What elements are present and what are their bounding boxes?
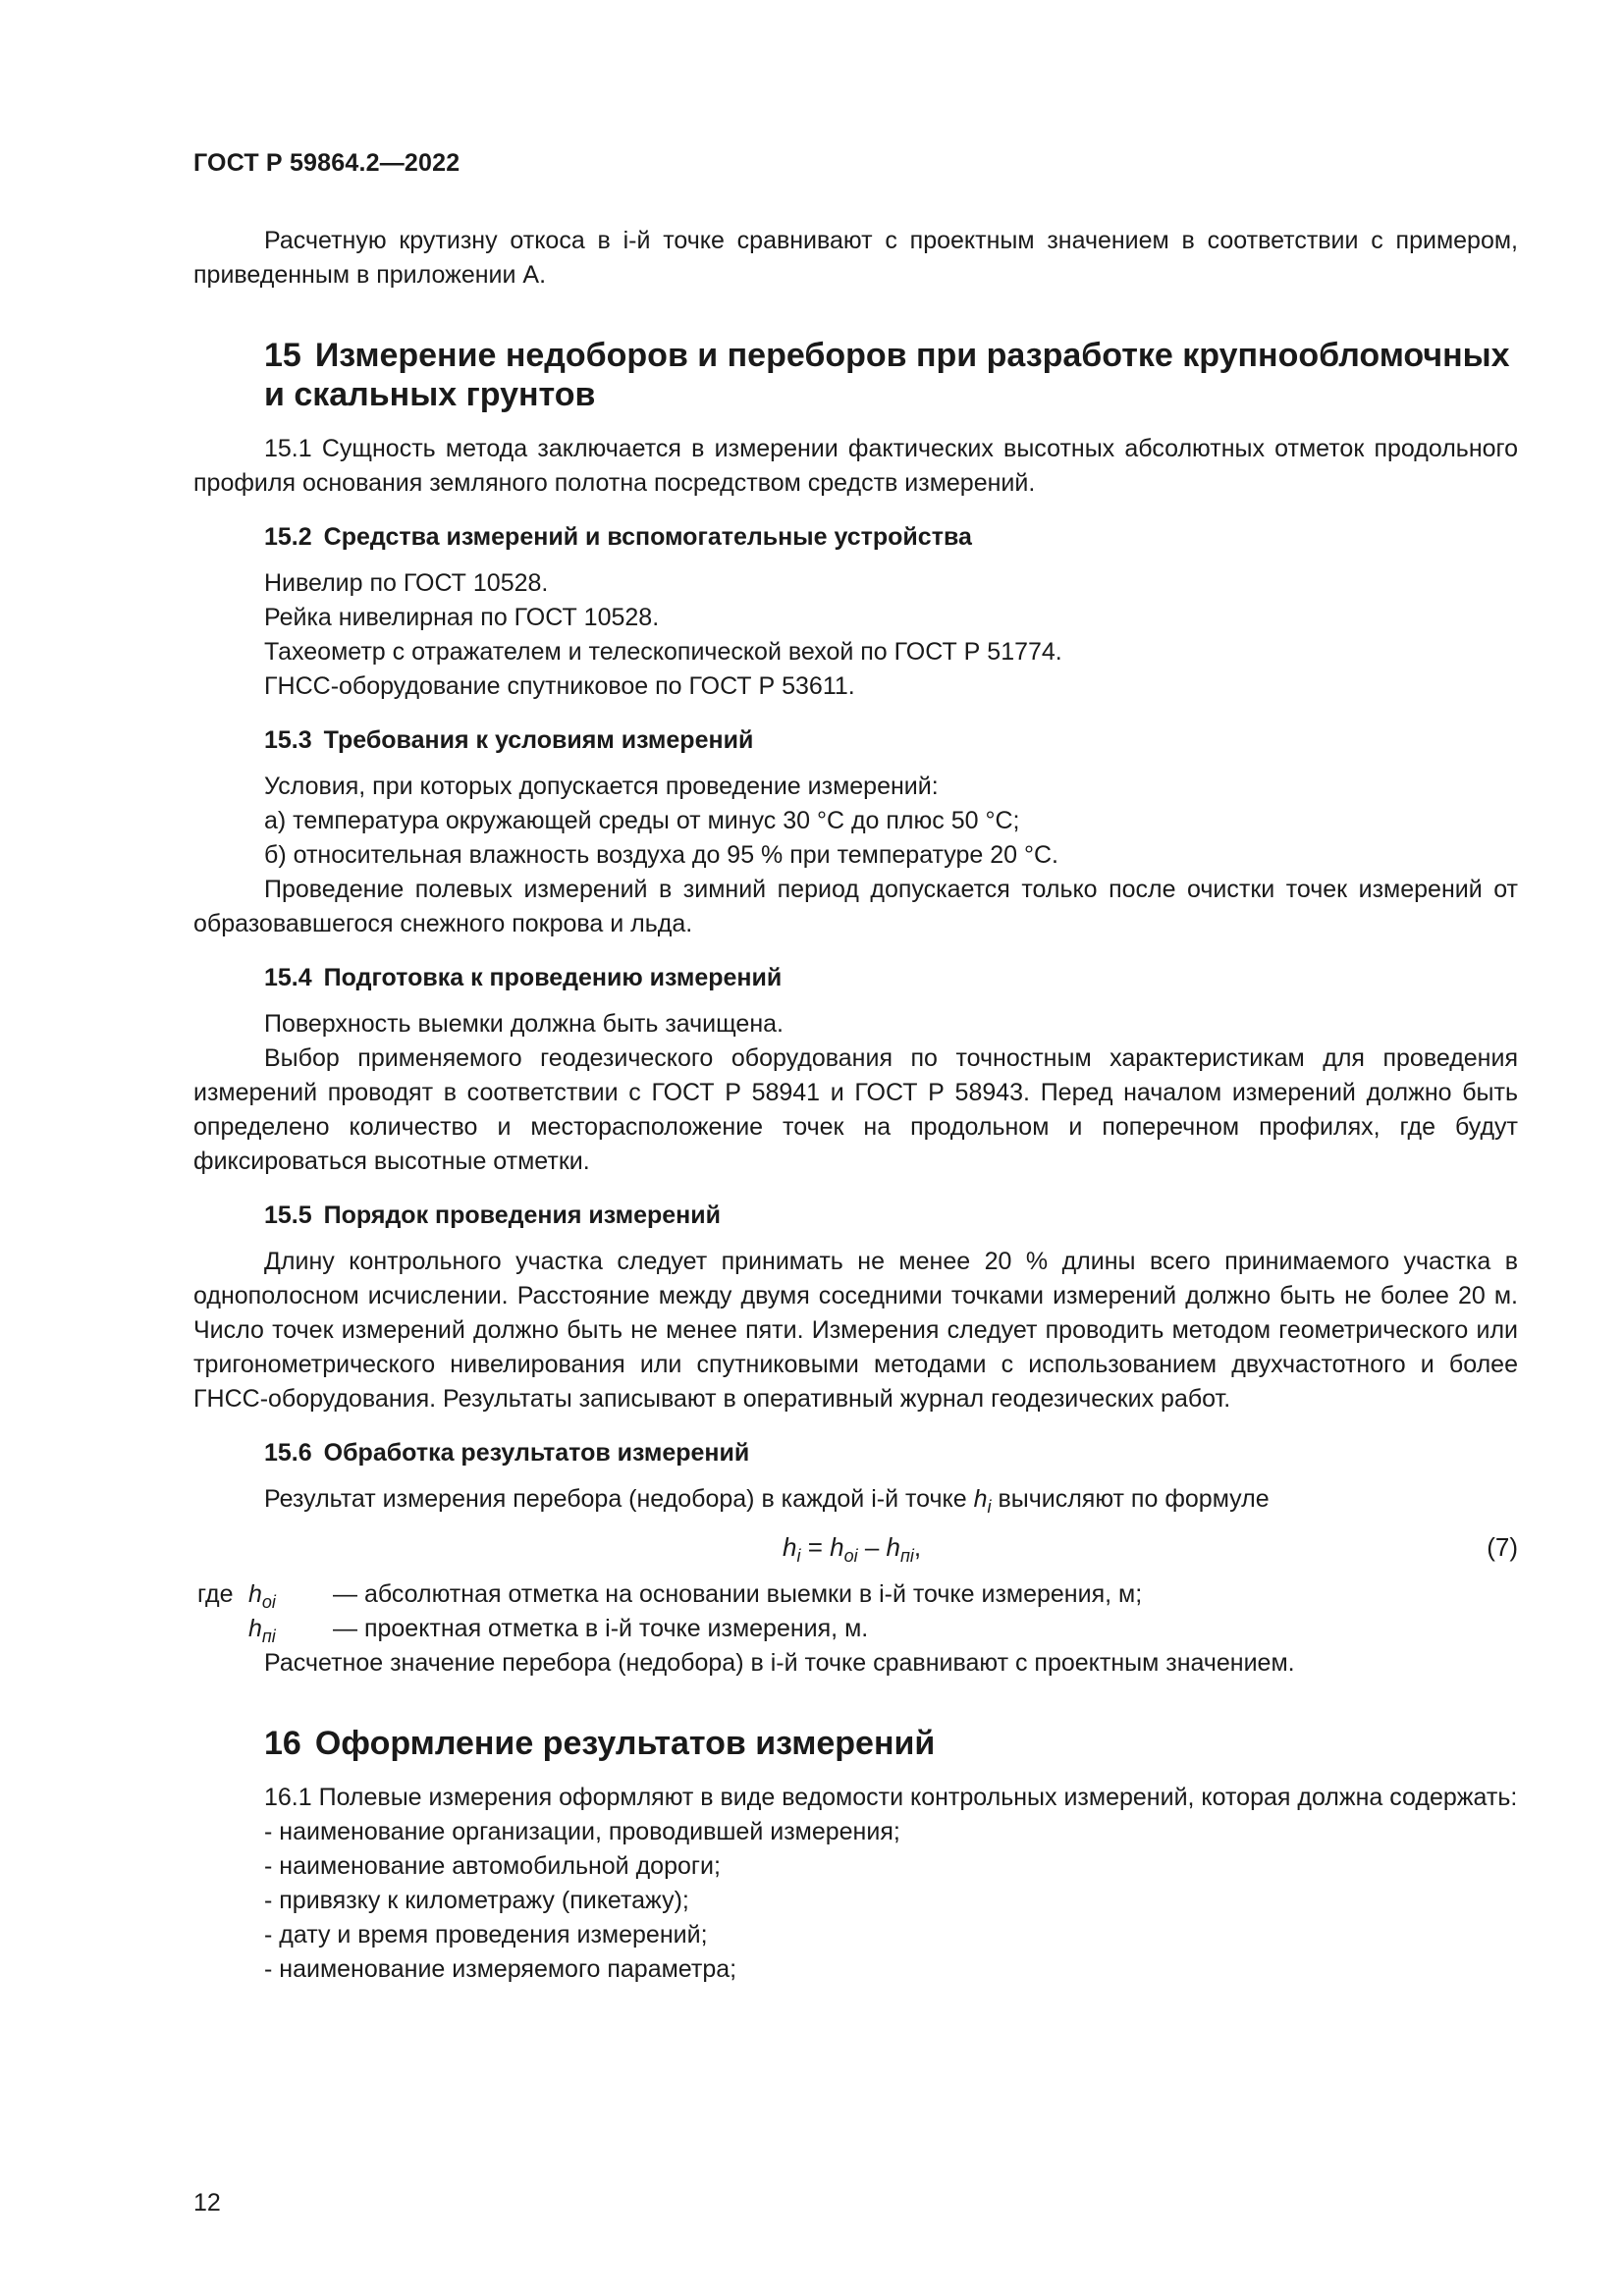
- formula-7: [193, 1528, 1518, 1572]
- document-header: ГОСТ Р 59864.2—2022: [193, 149, 460, 177]
- condition-line: б) относительная влажность воздуха до 95 % при температуре 20 °С.: [264, 841, 1058, 869]
- subsection-15-6-heading: [193, 1436, 1518, 1470]
- equipment-line: ГНСС-оборудование спутниковое по ГОСТ Р 53611.: [264, 672, 855, 700]
- subsection-15-3-number: 15.3: [264, 726, 312, 754]
- subsection-15-2-title: Средства измерений и вспомогательные устройства: [323, 523, 972, 551]
- subsection-15-6-number: 15.6: [264, 1439, 312, 1467]
- subsection-15-5-number: 15.5: [264, 1201, 312, 1229]
- subsection-15-2-number: 15.2: [264, 523, 312, 551]
- paragraph-15-1: 15.1 Сущность метода заключается в измерении фактических высотных абсолютных отметок продольного профиля основания земляного полотна посредством средств измерений.: [193, 435, 1518, 497]
- equipment-choice-paragraph: Выбор применяемого геодезического оборудования по точностным характеристикам для проведения измерений проводят в соответствии с ГОСТ Р 58941 и ГОСТ Р 58943. Перед началом измерений должно быть определено количество и месторасположение точек на продольном и поперечном профилях, где будут фиксироваться высотные отметки.: [193, 1044, 1518, 1175]
- condition-line: Условия, при которых допускается проведение измерений:: [264, 773, 939, 800]
- formula-lead-symbol: $h_i$: [973, 1485, 992, 1517]
- subsection-15-3-title: Требования к условиям измерений: [323, 726, 754, 754]
- where-row: [193, 1612, 1518, 1646]
- equipment-line: Тахеометр с отражателем и телескопической вехой по ГОСТ Р 51774.: [264, 638, 1062, 666]
- subsection-15-4-title: Подготовка к проведению измерений: [323, 964, 783, 991]
- subsection-15-5-heading: [193, 1199, 1518, 1233]
- formula-number: (7): [1487, 1532, 1518, 1562]
- winter-paragraph: Проведение полевых измерений в зимний период допускается только после очистки точек измерений от образовавшегося снежного покрова и льда.: [193, 876, 1518, 937]
- intro-paragraph: Расчетную крутизну откоса в i-й точке сравнивают с проектным значением в соответствии с примером, приведенным в приложении А.: [193, 227, 1518, 289]
- section-15-number: 15: [264, 337, 301, 374]
- list-item: - наименование автомобильной дороги;: [264, 1852, 721, 1880]
- equipment-line: Рейка нивелирная по ГОСТ 10528.: [264, 604, 660, 631]
- where-symbol: $h_{оi}$: [248, 1580, 276, 1612]
- where-description: — проектная отметка в i-й точке измерения, м.: [333, 1615, 869, 1642]
- section-15-title: Измерение недоборов и переборов при разработке крупнообломочных и скальных грунтов: [264, 337, 1510, 413]
- formula-expression: $h_i = h_{оi} - h_{пi}$,: [783, 1532, 922, 1566]
- formula-lead-line: [193, 1482, 1518, 1524]
- list-item: - дату и время проведения измерений;: [264, 1921, 708, 1949]
- paragraph-16-1: 16.1 Полевые измерения оформляют в виде ведомости контрольных измерений, которая должна содержать:: [264, 1784, 1518, 1811]
- page-number: 12: [193, 2189, 221, 2216]
- subsection-15-4-heading: [193, 961, 1518, 995]
- section-16-title: Оформление результатов измерений: [314, 1725, 936, 1762]
- surface-line: Поверхность выемки должна быть зачищена.: [264, 1010, 784, 1038]
- list-item: - привязку к километражу (пикетажу);: [264, 1887, 689, 1914]
- section-15-heading: [193, 336, 1518, 414]
- where-row: [193, 1577, 1518, 1612]
- where-description: — абсолютная отметка на основании выемки в i-й точке измерения, м;: [333, 1580, 1143, 1608]
- where-symbol: $h_{пi}$: [248, 1615, 276, 1646]
- formula-lead-text: Результат измерения перебора (недобора) в каждой i-й точке: [264, 1485, 967, 1513]
- equipment-line: Нивелир по ГОСТ 10528.: [264, 569, 549, 597]
- subsection-15-2-heading: [193, 520, 1518, 555]
- document-body: [193, 224, 1518, 1987]
- comparison-line: Расчетное значение перебора (недобора) в i-й точке сравнивают с проектным значением.: [264, 1649, 1295, 1677]
- subsection-15-4-number: 15.4: [264, 964, 312, 991]
- procedure-paragraph: Длину контрольного участка следует принимать не менее 20 % длины всего принимаемого участка в однополосном исчислении. Расстояние между двумя соседними точками измерений должно быть не более 20 м. Число точек измерений должно быть не менее пяти. Измерения следует проводить методом геометрического или тригонометрического нивелирования или спутниковыми методами с использованием двухчастотного и более ГНСС-оборудования. Результаты записывают в оперативный журнал геодезических работ.: [193, 1248, 1518, 1413]
- condition-line: а) температура окружающей среды от минус 30 °С до плюс 50 °С;: [264, 807, 1020, 834]
- subsection-15-3-heading: [193, 723, 1518, 758]
- list-item: - наименование измеряемого параметра;: [264, 1955, 737, 1983]
- section-16-heading: [193, 1724, 1518, 1763]
- where-word: где: [197, 1580, 234, 1608]
- list-item: - наименование организации, проводившей измерения;: [264, 1818, 900, 1845]
- formula-lead-tail: вычисляют по формуле: [998, 1485, 1270, 1513]
- section-16-number: 16: [264, 1725, 301, 1762]
- subsection-15-6-title: Обработка результатов измерений: [323, 1439, 750, 1467]
- subsection-15-5-title: Порядок проведения измерений: [323, 1201, 721, 1229]
